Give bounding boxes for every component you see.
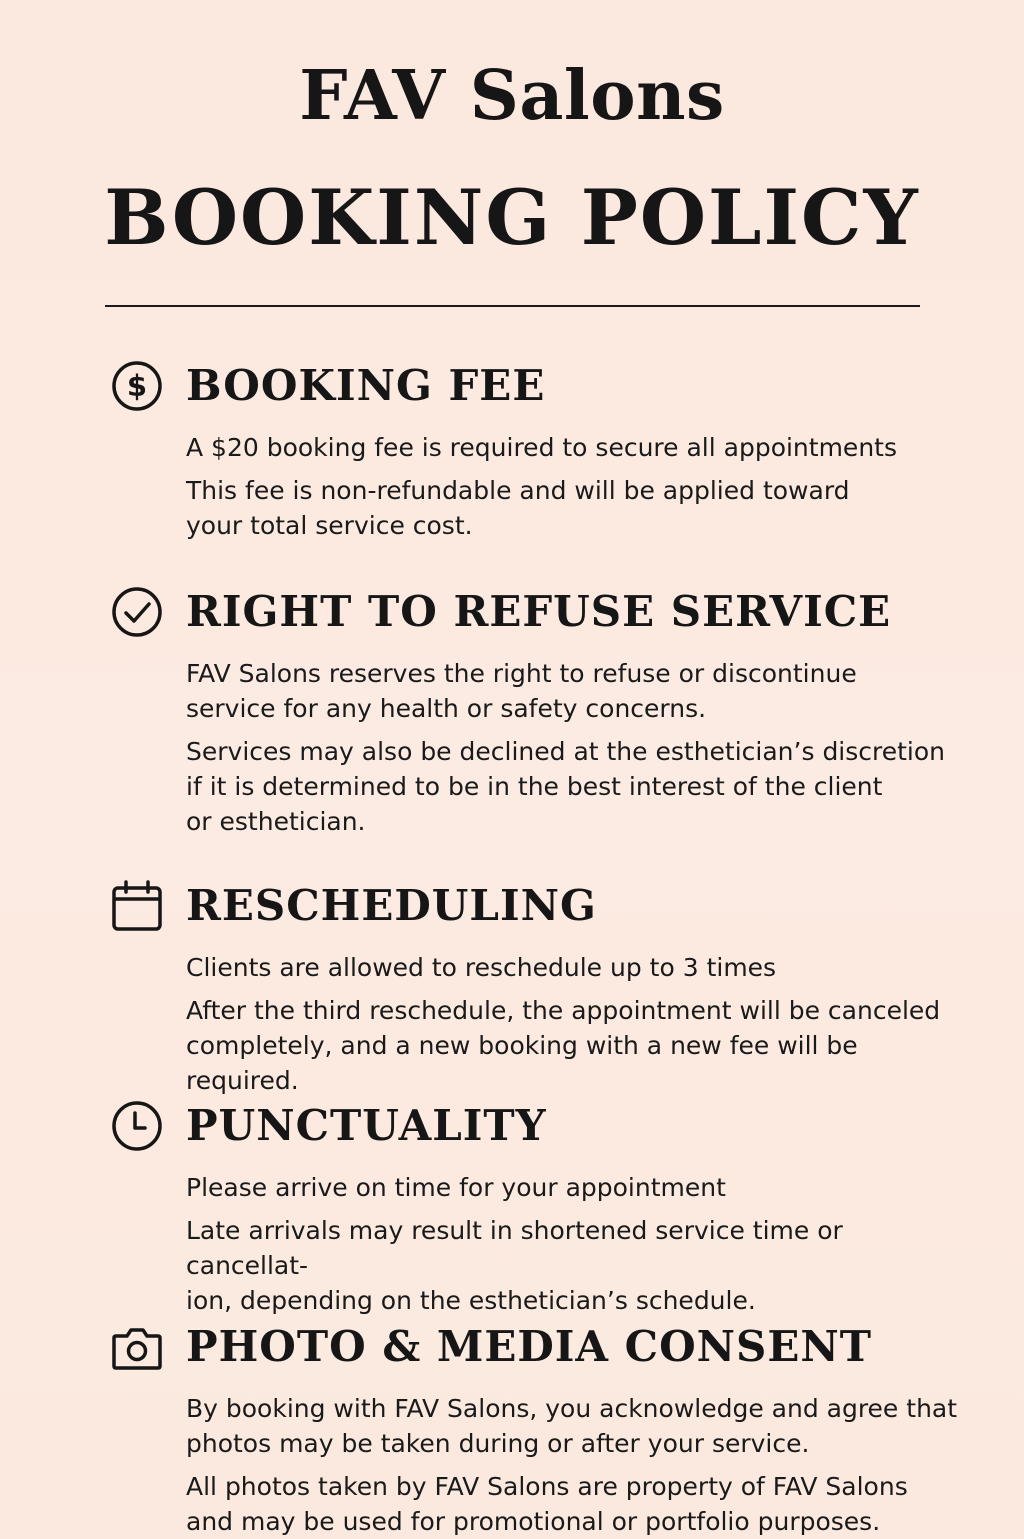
svg-text:$: $ (126, 369, 148, 403)
section-text: This fee is non-refundable and will be applied toward your total service cost. (186, 476, 850, 540)
dollar-circle-icon (110, 358, 168, 414)
section-text: Please arrive on time for your appointment (186, 1173, 726, 1202)
section-text: Clients are allowed to reschedule up to 3 times (186, 953, 777, 982)
section-title: RIGHT TO REFUSE SERVICE (186, 587, 892, 636)
section-text: Services may also be declined at the esthetician’s discretion if it is determined to be in the best interest of the client or esthetician. (186, 737, 946, 836)
section-header (110, 878, 980, 934)
section-text: By booking with FAV Salons, you acknowledge and agree that photos may be taken during or after your service. (186, 1394, 958, 1458)
section-text: A $20 booking fee is required to secure all appointments (186, 433, 897, 462)
page-title: BOOKING POLICY (104, 173, 920, 262)
section-text: All photos taken by FAV Salons are property of FAV Salons and may be used for promotional or portfolio purposes. (186, 1472, 908, 1536)
section-text: FAV Salons reserves the right to refuse or discontinue service for any health or safety concerns. (186, 659, 857, 723)
section-title: RESCHEDULING (186, 881, 597, 930)
clock-icon (110, 1098, 168, 1154)
section-photo-media-consent (110, 1319, 980, 1539)
section-title: PUNCTUALITY (186, 1101, 547, 1150)
brand-name: FAV Salons (299, 56, 725, 136)
section-title: BOOKING FEE (186, 361, 546, 410)
section-punctuality (110, 1098, 980, 1318)
section-booking-fee (110, 358, 980, 543)
check-circle-icon (110, 584, 168, 640)
section-text: Late arrivals may result in shortened service time or cancellat- ion, depending on the esthetician’s schedule. (186, 1216, 843, 1315)
calendar-icon (110, 878, 168, 934)
title-divider (105, 305, 920, 307)
camera-icon (110, 1319, 168, 1375)
section-header (110, 358, 980, 414)
section-header (110, 1319, 980, 1375)
section-right-to-refuse (110, 584, 980, 839)
section-rescheduling (110, 878, 980, 1098)
section-text: After the third reschedule, the appointment will be canceled completely, and a new booking with a new fee will be required. (186, 996, 941, 1095)
section-header (110, 584, 980, 640)
section-header (110, 1098, 980, 1154)
section-title: PHOTO & MEDIA CONSENT (186, 1322, 873, 1371)
